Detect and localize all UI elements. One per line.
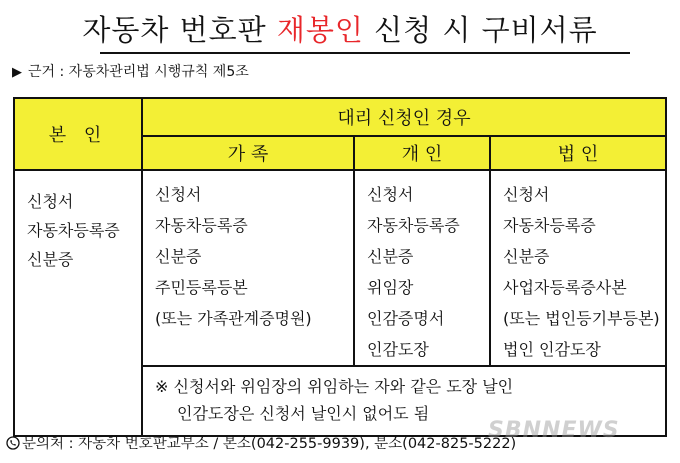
list-item: 신분증 — [503, 247, 550, 266]
family-docs-cell — [142, 170, 354, 366]
page-title — [0, 10, 680, 50]
list-item: 위임장 — [367, 278, 414, 297]
list-item: 인감증명서 — [367, 309, 445, 328]
title-part-1: 자동차 번호판 — [82, 13, 277, 47]
list-item: 신청서 — [367, 185, 414, 204]
triangle-marker-icon: ▶ — [12, 65, 22, 80]
list-item: 자동차등록증 — [367, 216, 460, 235]
list-item: 신청서 — [503, 185, 550, 204]
list-item: 자동차등록증 — [27, 221, 120, 240]
note-line-2: 인감도장은 신청서 날인시 없어도 됨 — [177, 404, 430, 423]
family-header: 가 족 — [142, 136, 354, 170]
contact-text: 문의처 : 자동차 번호판교부소 / 본소(042-255-9939), 분소(042-825-5222) — [22, 436, 517, 452]
watermark-logo: SBNNEWS — [488, 418, 620, 443]
individual-header: 개 인 — [354, 136, 490, 170]
list-item: 인감도장 — [367, 340, 429, 359]
list-item: 신분증 — [155, 247, 202, 266]
list-item: 신분증 — [367, 247, 414, 266]
title-part-2: 신청 시 구비서류 — [363, 13, 598, 47]
title-underline — [100, 52, 630, 54]
proxy-header: 대리 신청인 경우 — [142, 98, 666, 136]
self-docs-cell — [14, 170, 142, 436]
list-item: 사업자등록증사본 — [503, 278, 627, 297]
contact-info — [6, 433, 516, 455]
documents-table — [13, 97, 667, 437]
list-item: 신청서 — [27, 192, 74, 211]
corporate-header: 법 인 — [490, 136, 666, 170]
individual-docs-cell — [354, 170, 490, 366]
list-item: 자동차등록증 — [503, 216, 596, 235]
list-item: 주민등록등본 — [155, 278, 248, 297]
legal-basis — [12, 62, 249, 83]
legal-basis-text: 근거 : 자동차관리법 시행규칙 제5조 — [28, 64, 249, 80]
title-accent: 재봉인 — [276, 13, 364, 47]
list-item: 신분증 — [27, 250, 74, 269]
list-item: (또는 가족관계증명원) — [155, 309, 312, 328]
list-item: 자동차등록증 — [155, 216, 248, 235]
list-item: 신청서 — [155, 185, 202, 204]
list-item: (또는 법인등기부등본) — [503, 309, 660, 328]
corporate-docs-cell — [490, 170, 666, 366]
self-header: 본 인 — [14, 98, 142, 170]
note-line-1: ※ 신청서와 위임장의 위임하는 자와 같은 도장 날인 — [155, 377, 514, 396]
phone-icon — [6, 435, 20, 449]
list-item: 법인 인감도장 — [503, 340, 601, 359]
